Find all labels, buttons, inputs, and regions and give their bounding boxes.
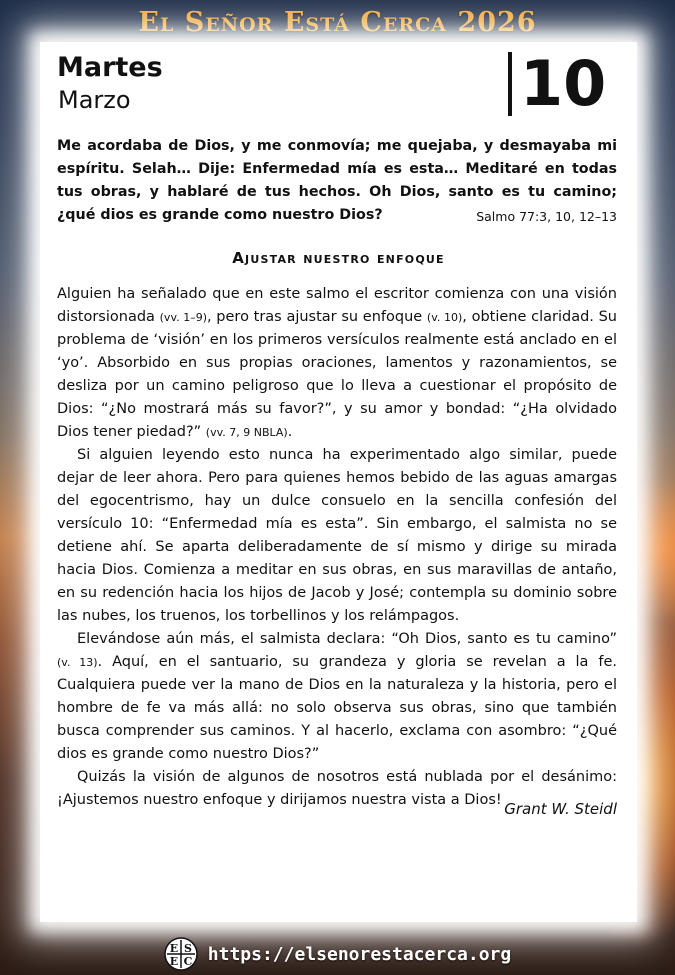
author-signature: Grant W. Steidl (504, 800, 617, 818)
devotional-title: Ajustar nuestro enfoque (232, 249, 445, 267)
verse-text: Me acordaba de Dios, y me conmovía; me quejaba, y desmayaba mi espíritu. Selah… Dije: Enfermedad mía es esta… Meditaré en todas tus obras, y hablaré de tus hechos. Oh Dios, santo es tu camino; ¿qué dios es grande como nuestro Dios? (57, 138, 617, 223)
verse-reference: Salmo 77:3, 10, 12–13 (476, 209, 617, 224)
month-label: Marzo (58, 86, 131, 114)
esec-logo (164, 937, 198, 971)
logo-letter-3: E (169, 955, 178, 968)
paragraph-1: Alguien ha señalado que en este salmo el escritor comienza con una visión distorsionada (vv. 1–9), pero tras ajustar su enfoque (v. 10), obtiene claridad. Su problema de ‘visión’ en los primeros versículos realmente está anclado en el ‘yo’. Absorbido en sus propias oraciones, lamentos y razonamientos, se desliza por un camino peligroso que lo lleva a cuestionar el propósito de Dios: “¿No mostrará más su favor?”, y su amor y bondad: “¿Ha olvidado Dios tener piedad?” (vv. 7, 9 NBLA). (57, 286, 617, 440)
scripture-ref: (v. 10) (426, 311, 463, 324)
day-number: 10 (520, 47, 607, 120)
weekday-label: Martes (57, 52, 163, 83)
website-link[interactable]: https://elsenorestacerca.org (207, 943, 512, 965)
paragraph-3: Elevándose aún más, el salmista declara: “Oh Dios, santo es tu camino” (v. 13). Aquí, en el santuario, su grandeza y gloria se revelan a la fe. Cualquiera puede ver la mano de Dios en la naturaleza y la historia, pero el hombre de fe va más allá: no solo observa sus obras, sino que también busca comprender sus caminos. Y al hacerlo, exclama con asombro: “¿Qué dios es grande como nuestro Dios?” (57, 631, 617, 762)
footer (0, 934, 675, 974)
devotional-body (57, 283, 617, 812)
date-divider (508, 52, 512, 116)
devotional-card (40, 42, 637, 922)
logo-letter-4: C (183, 955, 193, 968)
scripture-ref: (vv. 1–9) (159, 311, 207, 324)
logo-letter-2: S (183, 942, 192, 955)
header-band (0, 0, 675, 44)
scripture-ref: (vv. 7, 9 NBLA) (205, 426, 288, 439)
paragraph-4: Quizás la visión de algunos de nosotros está nublada por el desánimo: ¡Ajustemos nuestro enfoque y dirijamos nuestra vista a Dios! (57, 769, 617, 808)
bible-verse (57, 135, 617, 228)
publication-title: El Señor Está Cerca 2026 (138, 6, 537, 38)
paragraph-2: Si alguien leyendo esto nunca ha experimentado algo similar, puede dejar de leer ahora. Pero para quienes hemos bebido de las aguas amargas del egocentrismo, hay un dulce consuelo en la sencilla confesión del versículo 10: “Enfermedad mía es esta”. Sin embargo, el salmista no se detiene ahí. Se aparta deliberadamente de sí mismo y dirige su mirada hacia Dios. Comienza a meditar en sus obras, en sus maravillas de antaño, en su redención hacia los hijos de Jacob y José; contempla su dominio sobre las nubes, los truenos, los torbellinos y los relámpagos. (57, 447, 617, 624)
logo-letter-1: E (169, 942, 178, 955)
scripture-ref: (v. 13) (57, 656, 98, 669)
